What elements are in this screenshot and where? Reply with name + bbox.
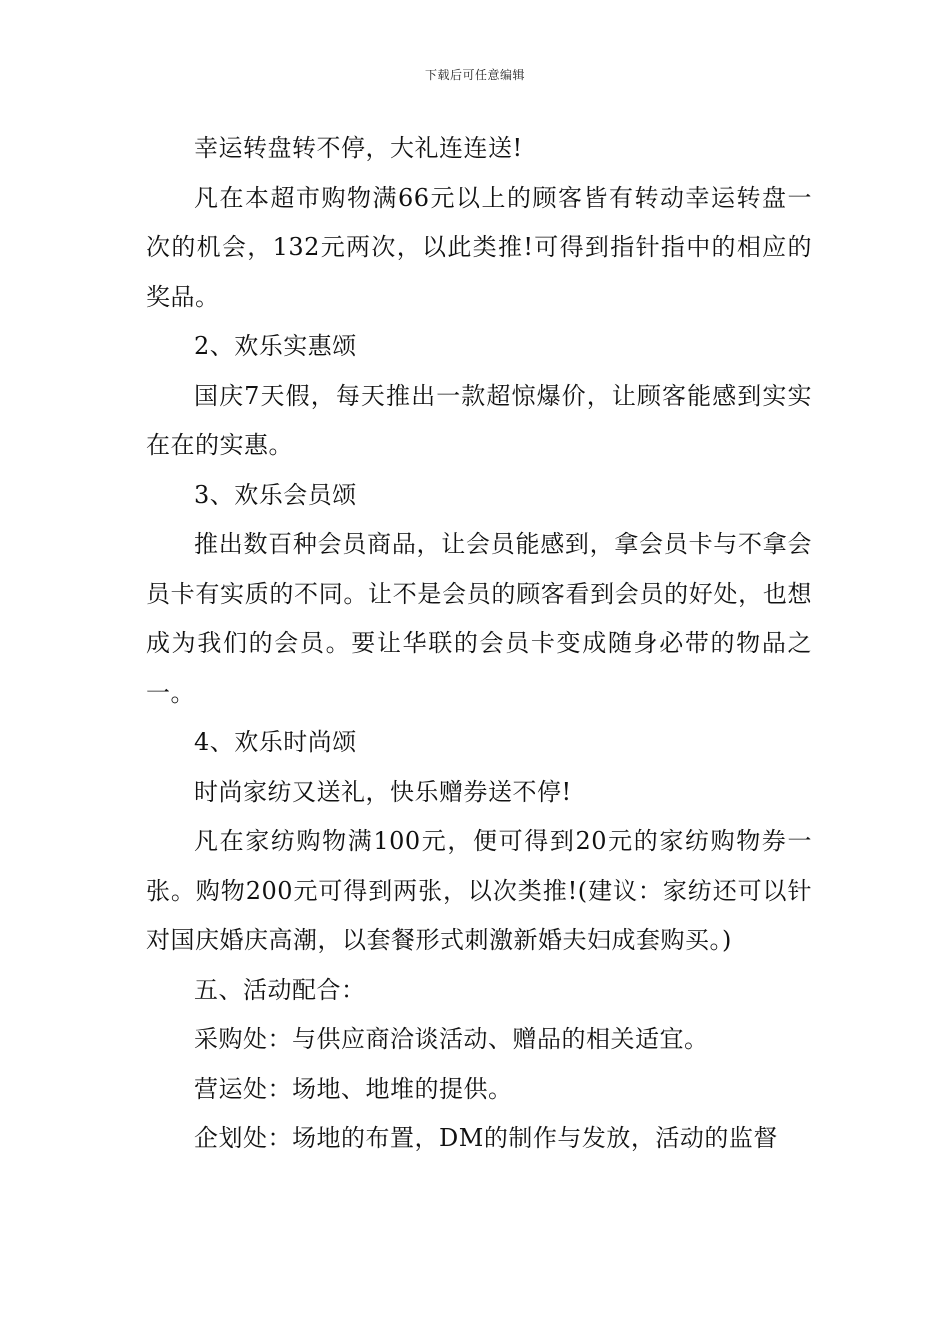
paragraph-planning-dept: 企划处：场地的布置，DM的制作与发放，活动的监督: [194, 1124, 778, 1152]
paragraph-value-deals: 国庆7天假，每天推出一款超惊爆价，让顾客能感到实实在在的实惠。: [146, 381, 812, 459]
paragraph-lucky-wheel-rule: 凡在本超市购物满66元以上的顾客皆有转动幸运转盘一次的机会，132元两次，以此类推!可得到指针指中的相应的奖品。: [146, 183, 812, 311]
section-heading-member: 3、欢乐会员颂: [194, 480, 357, 509]
section-heading-coordination: 五、活动配合：: [194, 975, 366, 1004]
section-heading-fashion: 4、欢乐时尚颂: [194, 728, 357, 756]
paragraph-textile-coupon: 凡在家纺购物满100元，便可得到20元的家纺购物券一张。购物200元可得到两张，以次类推!(建议：家纺还可以针对国庆婚庆高潮，以套餐形式刺激新婚夫妇成套购买。): [146, 827, 812, 954]
paragraph-operations-dept: 营运处：场地、地堆的提供。: [194, 1074, 513, 1103]
document-body: [146, 124, 812, 1164]
page-header-note: 下载后可任意编辑: [424, 68, 525, 82]
paragraph-fashion-slogan: 时尚家纺又送礼，快乐赠券送不停!: [194, 777, 572, 806]
paragraph-lucky-wheel-slogan: 幸运转盘转不停，大礼连连送!: [194, 134, 523, 162]
paragraph-member-goods: 推出数百种会员商品，让会员能感到，拿会员卡与不拿会员卡有实质的不同。让不是会员的顾客看到会员的好处，也想成为我们的会员。要让华联的会员卡变成随身必带的物品之一。: [146, 530, 812, 707]
section-heading-value: 2、欢乐实惠颂: [194, 332, 357, 360]
paragraph-purchasing-dept: 采购处：与供应商洽谈活动、赠品的相关适宜。: [194, 1025, 709, 1053]
